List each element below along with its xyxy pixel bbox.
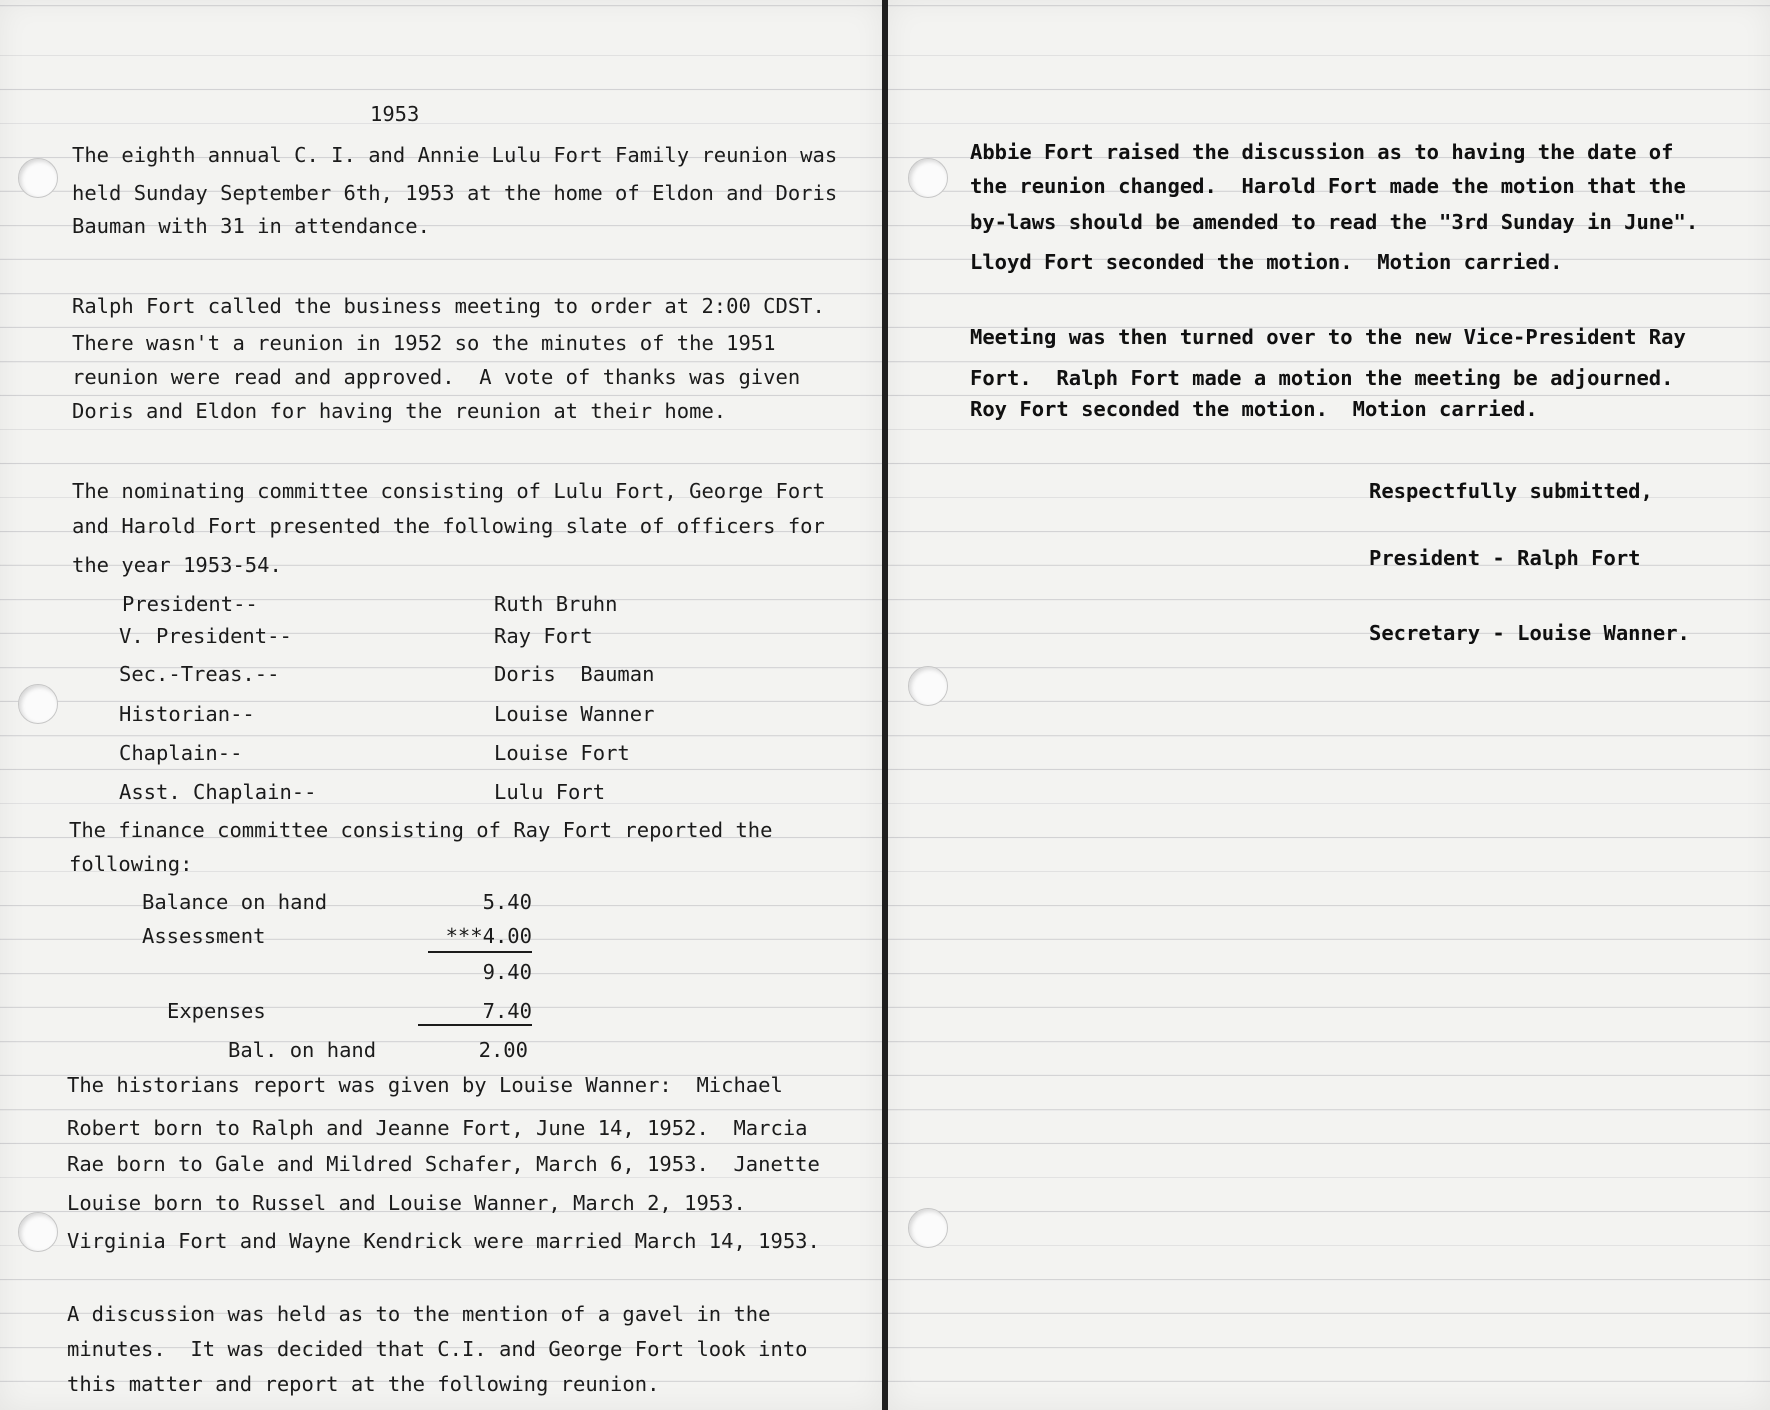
- officer-title: V. President--: [119, 624, 292, 648]
- intro-line: Bauman with 31 in attendance.: [72, 214, 430, 238]
- historian-line: Rae born to Gale and Mildred Schafer, March 6, 1953. Janette: [67, 1152, 820, 1176]
- finance-bal-value: 2.00: [478, 1038, 528, 1062]
- year-heading: 1953: [370, 102, 420, 126]
- intro-line: The eighth annual C. I. and Annie Lulu Fort Family reunion was: [72, 143, 838, 167]
- finance-assessment-label: Assessment: [142, 924, 266, 948]
- gavel-line: this matter and report at the following reunion.: [67, 1372, 660, 1396]
- punch-hole: [18, 1212, 58, 1252]
- adjourn-line: Meeting was then turned over to the new Vice-President Ray: [970, 325, 1686, 349]
- finance-subtotal-value: 9.40: [482, 960, 532, 984]
- finance-bal-label: Bal. on hand: [228, 1038, 377, 1062]
- finance-assessment-value: ***4.00: [445, 924, 532, 948]
- officer-name: Lulu Fort: [494, 780, 606, 804]
- finance-sum-rule: [428, 951, 532, 953]
- finance-difference-rule: [418, 1024, 532, 1026]
- officer-title: Historian--: [119, 702, 255, 726]
- nominating-line: and Harold Fort presented the following slate of officers for: [72, 514, 825, 538]
- date-change-line: by-laws should be amended to read the "3rd Sunday in June".: [970, 210, 1699, 234]
- punch-hole: [908, 158, 948, 198]
- punch-hole: [18, 158, 58, 198]
- date-change-line: Lloyd Fort seconded the motion. Motion carried.: [970, 250, 1563, 274]
- intro-line: held Sunday September 6th, 1953 at the home of Eldon and Doris: [72, 181, 838, 205]
- finance-intro-line: The finance committee consisting of Ray Fort reported the: [69, 818, 773, 842]
- historian-line: Louise born to Russel and Louise Wanner, March 2, 1953.: [67, 1191, 746, 1215]
- gavel-line: minutes. It was decided that C.I. and George Fort look into: [67, 1337, 808, 1361]
- officer-name: Louise Fort: [494, 741, 630, 765]
- left-page: [0, 0, 882, 1410]
- date-change-line: Abbie Fort raised the discussion as to having the date of: [970, 140, 1674, 164]
- officer-name: Ray Fort: [494, 624, 593, 648]
- signoff-closing: Respectfully submitted,: [1369, 479, 1653, 503]
- signoff-secretary: Secretary - Louise Wanner.: [1369, 621, 1690, 645]
- date-change-line: the reunion changed. Harold Fort made the motion that the: [970, 174, 1686, 198]
- historian-line: Virginia Fort and Wayne Kendrick were married March 14, 1953.: [67, 1229, 820, 1253]
- adjourn-line: Roy Fort seconded the motion. Motion carried.: [970, 397, 1538, 421]
- business-line: Ralph Fort called the business meeting to order at 2:00 CDST.: [72, 294, 825, 318]
- finance-intro-line: following:: [69, 852, 193, 876]
- finance-expenses-value: 7.40: [482, 999, 532, 1023]
- officer-title: President--: [122, 592, 258, 616]
- officer-name: Doris Bauman: [494, 662, 655, 686]
- business-line: reunion were read and approved. A vote of thanks was given: [72, 365, 801, 389]
- nominating-line: the year 1953-54.: [72, 553, 282, 577]
- nominating-line: The nominating committee consisting of Lulu Fort, George Fort: [72, 479, 825, 503]
- historian-line: The historians report was given by Louise Wanner: Michael: [67, 1073, 783, 1097]
- officer-name: Ruth Bruhn: [494, 592, 618, 616]
- officer-title: Asst. Chaplain--: [119, 780, 317, 804]
- business-line: There wasn't a reunion in 1952 so the minutes of the 1951: [72, 331, 776, 355]
- adjourn-line: Fort. Ralph Fort made a motion the meeting be adjourned.: [970, 366, 1674, 390]
- business-line: Doris and Eldon for having the reunion at their home.: [72, 399, 727, 423]
- finance-balance-value: 5.40: [482, 890, 532, 914]
- right-page: [888, 0, 1770, 1410]
- officer-name: Louise Wanner: [494, 702, 655, 726]
- finance-balance-label: Balance on hand: [142, 890, 328, 914]
- signoff-president: President - Ralph Fort: [1369, 546, 1641, 570]
- punch-hole: [18, 684, 58, 724]
- gavel-line: A discussion was held as to the mention of a gavel in the: [67, 1302, 771, 1326]
- officer-title: Chaplain--: [119, 741, 243, 765]
- historian-line: Robert born to Ralph and Jeanne Fort, June 14, 1952. Marcia: [67, 1116, 808, 1140]
- punch-hole: [908, 666, 948, 706]
- officer-title: Sec.-Treas.--: [119, 662, 280, 686]
- punch-hole: [908, 1208, 948, 1248]
- finance-expenses-label: Expenses: [167, 999, 266, 1023]
